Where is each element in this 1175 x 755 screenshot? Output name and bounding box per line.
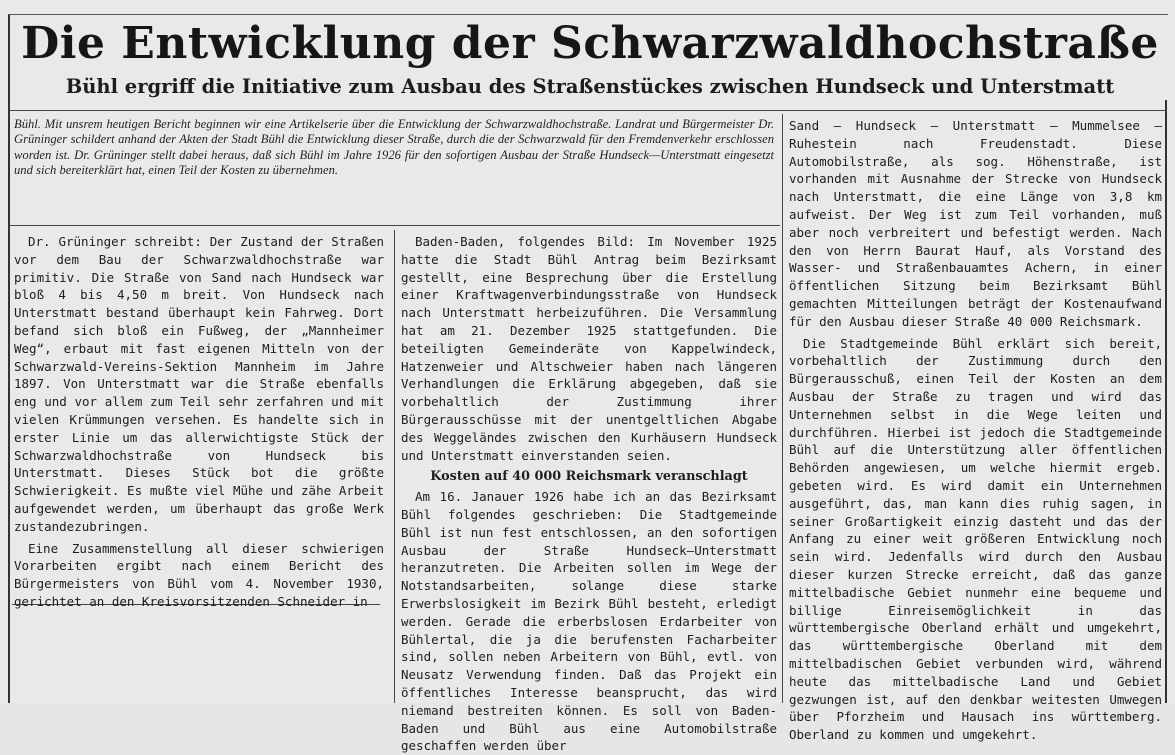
article-column-3: [789, 117, 1162, 744]
paragraph: Eine Zusammenstellung all dieser schwierigen Vorarbeiten ergibt nach einem Bericht des Bürgermeisters von Bühl vom 4. November 1930, gerichtet an den Kreisvorsitzenden Schneider in: [14, 540, 384, 609]
right-border-rule: [1165, 100, 1167, 703]
left-border-rule: [8, 14, 10, 703]
paragraph: Die Stadtgemeinde Bühl erklärt sich bereit, vorbehaltlich der Zustimmung durch den Bürgerausschuß, einen Teil der Kosten an dem Ausbau der Straße zu tragen und wird das Unternehmen selbst in die Wege leiten und durchführen. Hierbei ist jedoch die Stadtgemeinde Bühl auf die Unterstützung aller öffentlichen Behörden angewiesen, um welche hiermit ergeb. gebeten wird. Es wird damit ein Unternehmen ausgeführt, das, man kann dies ruhig sagen, in seiner Großartigkeit einzig dasteht und das der Anfang zu einer weit größeren Entwicklung noch sein wird. Jedenfalls wird durch den Ausbau dieser kurzen Strecke erreicht, daß das ganze mittelbadische Gebiet nunmehr eine bequeme und billige Einreisemöglichkeit in das württembergische Oberland erhält und umgekehrt, das württembergische Oberland mit dem mittelbadischen Gebiet verbunden wird, während heute das mittelbadische Land und Gebiet gezwungen ist, auf den denkbar weitesten Umwegen über Pforzheim und Hausach ins württemberg. Oberland zu kommen und umgekehrt.: [789, 335, 1162, 743]
paragraph: Dr. Grüninger schreibt: Der Zustand der Straßen vor dem Bau der Schwarzwaldhochstraße war primitiv. Die Straße von Sand nach Hundseck war bloß 4 bis 4,50 m breit. Von Hundseck nach Unterstmatt bestand überhaupt kein Fahrweg. Dort befand sich bloß ein Fußweg, der „Mannheimer Weg“, erbaut mit fast eigenen Mitteln von der Schwarzwald-Vereins-Sektion Mannheim im Jahre 1897. Von Unterstmatt war die Straße ebenfalls eng und vor allem zum Teil sehr zerfahren und mit vielen Krümmungen versehen. Es handelte sich in erster Linie um das allerwichtigste Stück der Schwarzwaldhochstraße von Hundseck bis Unterstmatt. Dieses Stück bot die größte Schwierigkeit. Es mußte viel Mühe und zähe Arbeit aufgewendet werden, um überhaupt das große Werk zustandezubringen.: [14, 234, 384, 534]
column-divider-2: [782, 114, 783, 703]
intro-paragraph: Bühl. Mit unsrem heutigen Bericht beginnen wir eine Artikelserie über die Entwicklung der Schwarzwaldhochstraße. Landrat und Bürgermeister Dr. Grüninger schildert anhand der Akten der Stadt Bühl die Entwicklung dieser Straße, durch die der Schwarzwald für den Fremdenverkehr erschlossen worden ist. Dr. Grüninger stellt dabei heraus, daß sich Bühl im Jahre 1926 für den sofortigen Ausbau der Straße Hundseck—Unterstmatt eingesetzt und sich bereiterklärt hat, einen Teil der Kosten zu übernehmen.: [14, 117, 774, 178]
headline: Die Entwicklung der Schwarzwaldhochstraße: [21, 18, 1159, 69]
article-column-2: [401, 233, 777, 755]
article-column-1: [14, 233, 384, 611]
intro-separator: [10, 225, 780, 226]
paragraph: Sand — Hundseck — Unterstmatt — Mummelsee — Ruhestein nach Freudenstadt. Diese Automobilstraße, als sog. Höhenstraße, ist vorhanden mit Ausnahme der Strecke von Hundseck nach Unterstmatt, die eine Länge von 3,8 km aufweist. Der Weg ist zum Teil vorhanden, muß aber noch verbreitert und befestigt werden. Nach den von Herrn Baurat Hauf, als Vorstand des Wasser- und Straßenbauamtes Achern, in einer öffentlichen Sitzung beim Bezirksamt Bühl gemachten Mitteilungen beträgt der Kostenaufwand für den Ausbau dieser Straße 40 000 Reichsmark.: [789, 118, 1162, 329]
header-separator: [10, 110, 1166, 111]
column-divider-1: [394, 230, 395, 703]
crosshead: Kosten auf 40 000 Reichsmark veranschlagt: [430, 469, 748, 485]
paragraph: Baden-Baden, folgendes Bild: Im November 1925 hatte die Stadt Bühl Antrag beim Bezirksamt gestellt, eine Besprechung über die Erstellung einer Kraftwagenverbindungsstraße von Hundseck nach Unterstmatt herbeizuführen. Die Versammlung hat am 21. Dezember 1925 stattgefunden. Die beteiligten Gemeinderäte von Kappelwindeck, Hatzenweier und Altschweier haben nach längeren Verhandlungen die Erklärung abgegeben, daß sie vorbehaltlich der Zustimmung ihrer Bürgerausschüsse mit der unentgeltlichen Abgabe des Weggeländes zwischen den Kurhäusern Hundseck und Unterstmatt einverstanden seien.: [401, 234, 777, 463]
subheadline: Bühl ergriff die Initiative zum Ausbau des Straßenstückes zwischen Hundseck und Unterstmatt: [65, 75, 1115, 98]
top-border-rule: [8, 14, 1168, 15]
paragraph: Am 16. Janauer 1926 habe ich an das Bezirksamt Bühl folgendes geschrieben: Die Stadtgemeinde Bühl ist nun fest entschlossen, an den sofortigen Ausbau der Straße Hundseck—Unterstmatt heranzutreten. Die Arbeiten sollen im Wege der Notstandsarbeiten, solange diese starke Erwerbslosigkeit im Bezirk Bühl besteht, erledigt werden. Gerade die erberbslosen Erdarbeiter von Bühlertal, die ja die berufensten Facharbeiter sind, sollen neben Arbeitern von Bühl, evtl. von Neusatz Verwendung finden. Daß das Projekt ein öffentliches Interesse beansprucht, das wird niemand bestreiten können. Es soll von Baden-Baden und Bühl aus eine Automobilstraße geschaffen werden über: [401, 489, 777, 754]
